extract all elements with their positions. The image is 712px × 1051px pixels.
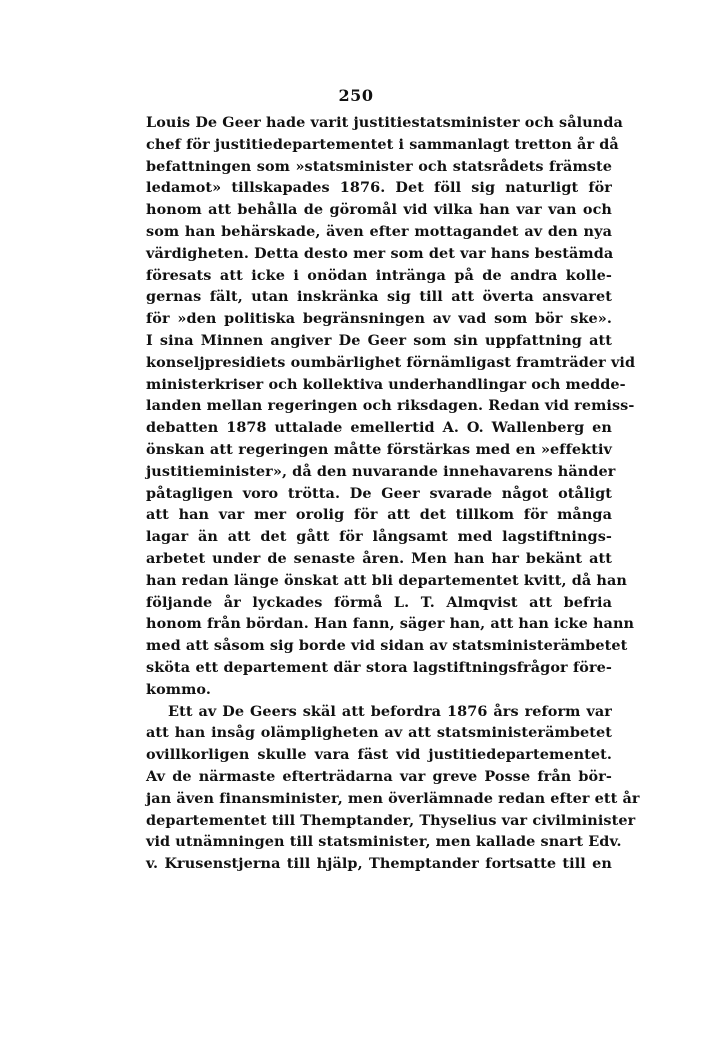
text-line: honom att behålla de göromål vid vilka han var van och: [146, 201, 612, 219]
text-line: Louis De Geer hade varit justitiestatsminister och sålunda: [146, 114, 623, 131]
text-line: honom från bördan. Han fann, säger han, att han icke hann: [146, 615, 635, 633]
text-line: jan även finansminister, men överlämnade redan efter ett år: [146, 789, 640, 807]
text-line: Av de närmaste efterträdarna var greve Posse från bör-: [146, 767, 612, 785]
text-line: värdigheten. Detta desto mer som det var hans bestämda: [146, 244, 614, 262]
text-line: landen mellan regeringen och riksdagen. Redan vid remiss-: [146, 397, 635, 415]
text-line: vid utnämningen till statsminister, men kallade snart Edv.: [146, 833, 622, 851]
text-line: sköta ett departement där stora lagstiftningsfrågor före-: [146, 658, 612, 676]
text-line: lagar än att det gått för långsamt med lagstiftnings-: [146, 528, 612, 546]
text-line: föresats att icke i onödan intränga på de andra kolle-: [146, 266, 612, 284]
body-text: [146, 112, 640, 875]
text-line: debatten 1878 uttalade emellertid A. O. Wallenberg en: [146, 419, 612, 437]
text-line: ministerkriser och kollektiva underhandlingar och medde-: [146, 375, 626, 393]
text-line: departementet till Themptander, Thyselius var civilminister: [146, 811, 636, 829]
text-line: att han var mer orolig för att det tillkom för många: [146, 506, 612, 524]
text-line: han redan länge önskat att bli departementet kvitt, då han: [146, 571, 627, 589]
text-line: v. Krusenstjerna till hjälp, Themptander fortsatte till en: [146, 855, 612, 873]
paragraph-start-line: Ett av De Geers skäl att befordra 1876 års reform var: [168, 702, 612, 720]
text-line: önskan att regeringen måtte förstärkas med en »effektiv: [146, 440, 612, 458]
text-line: befattningen som »statsminister och statsrådets främste: [146, 157, 612, 175]
text-line: följande år lyckades förmå L. T. Almqvist att befria: [146, 593, 612, 611]
text-line: konseljpresidiets oumbärlighet förnämligast framträder vid: [146, 353, 636, 371]
text-line: justitieminister», då den nuvarande innehavarens händer: [146, 462, 616, 480]
text-line: som han behärskade, även efter mottagandet av den nya: [146, 222, 612, 240]
page-number: 250: [338, 86, 374, 105]
text-line: I sina Minnen angiver De Geer som sin uppfattning att: [146, 331, 612, 349]
text-line: med att såsom sig borde vid sidan av statsministerämbetet: [146, 637, 628, 655]
text-line: gernas fält, utan inskränka sig till att överta ansvaret: [146, 288, 612, 306]
text-line: ledamot» tillskapades 1876. Det föll sig naturligt för: [146, 179, 612, 197]
text-line: ovillkorligen skulle vara fäst vid justitiedepartementet.: [146, 746, 612, 764]
text-line: för »den politiska begränsningen av vad som bör ske».: [146, 310, 612, 328]
text-line: chef för justitiedepartementet i sammanlagt tretton år då: [146, 135, 619, 153]
text-line: arbetet under de senaste åren. Men han har bekänt att: [146, 549, 612, 567]
paragraph-end-line: kommo.: [146, 680, 211, 698]
text-line: att han insåg olämpligheten av att statsministerämbetet: [146, 724, 612, 742]
text-line: påtagligen voro trötta. De Geer svarade något otåligt: [146, 484, 612, 502]
